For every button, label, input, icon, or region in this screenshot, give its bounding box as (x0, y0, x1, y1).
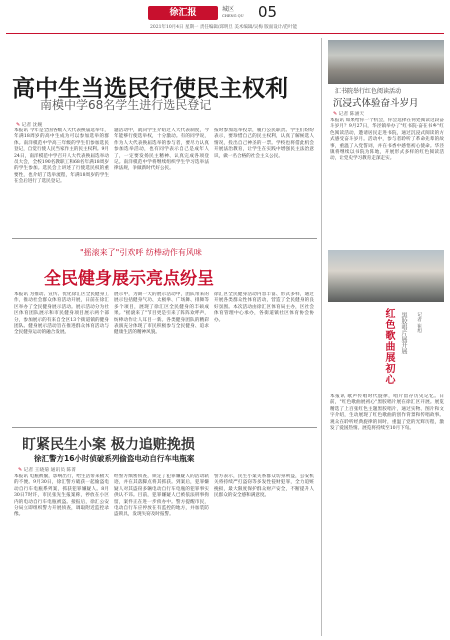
right-bottom-body: 本报讯 歌声传唱时代旋律，唱片留存历史记忆。日前，"红色歌曲展初心"黑胶唱片展在徐汇区开展。展览精选了上百张红色主题黑胶唱片，通过实物、图片和文字介绍，生动展现了红色歌曲的创作背景和传唱故事。观众在聆听经典旋律的同时，重温了党的光辉历程，激发了爱国热情。展览将持续至10月下旬。 (330, 394, 444, 432)
masthead-logo: 徐汇报 (148, 6, 218, 20)
section-label (222, 6, 254, 20)
section-label-en: CHENG QU (222, 14, 244, 18)
record-exhibition-photo (328, 250, 444, 302)
bottom-byline-text: 记者 王晓菊 通讯员 陈菁 (23, 468, 77, 473)
reading-event-photo (328, 40, 444, 84)
bottom-subhead: 徐汇警方16小时侦破系列偷盗电动自行车电瓶案 (34, 454, 195, 463)
bottom-headline: 盯紧民生小案 极力追赃挽损 (22, 437, 195, 453)
masthead-rule (6, 33, 444, 34)
lead-subhead: 南模中学68名学生进行选民登记 (40, 98, 212, 112)
banner-col-3: 徐汇区全民健身活动内容丰富、形式多样，通过开展各类群众性体育活动，营造了全民健身的良好氛围。本次活动由徐汇区体育局主办，区社会体育管理中心承办，各街道镇社区体育协会协办。 (214, 292, 314, 323)
right-top-kicker: 汇书院举行红色阅读活动 (335, 88, 402, 95)
right-bottom-byline (412, 312, 422, 333)
right-top-title: 沉浸式体验奋斗岁月 (333, 98, 419, 109)
section-divider-2 (12, 427, 317, 428)
banner-col-2: 展示中，为期一天的展示活动中，团队带来的展示包括健身气功、太极拳、广场舞、排舞等多个项目，展现了徐汇区全民健身的丰硕成果。"摇滚来了"节目更是引来了阵阵欢呼声，纺棒动作让人耳目一新。各类健身团队的精彩表演充分体现了市民积极参与全民健身、追求健康生活的精神风貌。 (114, 292, 209, 336)
lead-col-3: 按时参加选举投票，履行公民职责。学生们纷纷表示，要珍惜自己的民主权利，认真了解候选人情况，投出自己神圣的一票。学校也将借此机会开展法治教育，让学生在实践中增强民主法治意识，做一名合格的社会主义公民。 (214, 128, 314, 159)
pencil-icon: ✎ (18, 468, 23, 473)
right-top-body: 本报讯 如果给你一个机会，你会选择在何处阅读这段奋斗岁月？9月27日，华泾镇举办了"红书院·奋在书乡"红色阅读活动，邀请居民走进书院，通过沉浸式阅读的方式感受奋斗岁月。活动中，参与者聆听了革命先辈的故事，重温了入党誓词，并在书香中感悟初心使命。华泾镇将继续以书院为阵地，开展形式多样的红色阅读活动，让党史学习教育走深走实。 (330, 118, 444, 162)
banner-headline: 全民健身展示亮点纷呈 (44, 269, 214, 289)
section-label-cn: 城区 (222, 6, 235, 13)
dateline: 2021年10月4日 星期一 责任编辑/邱明旦 美术编辑/吴梅 版面设计/范叶能 (150, 25, 298, 30)
lead-col-1: 本报讯 今年是全国各级人大代表换届选举年，年满18周岁的高中生成为可以参加选举的群体。南洋模范中学高三年级的学生们参加选民登记，自觉行使人民当家作主的民主权利。9月24日，南洋模范中学召开人大代表换届选举动员大会，全校190名教职工和68名年满18周岁的学生参加。选民会上讲述了行使选民权的重要性，也介绍了选举流程，年满18周岁的学生在会后进行了选民登记。 (14, 128, 109, 185)
bottom-col-2: 经警方缜密侦查，锁定了犯罪嫌疑人的活动轨迹，并在其落脚点将其抓获。到案后，犯罪嫌疑人对其盗窃多辆电动自行车电瓶的犯罪事实供认不讳。目前，犯罪嫌疑人已被依法刑事拘留，案件正在进一步侦办中。警方提醒市民，电动自行车应停放在有监控的地方，并加装防盗锁具，发现失窃及时报警。 (114, 474, 209, 518)
pencil-icon: ✎ (16, 123, 21, 128)
lead-byline-text: 记者 沈婉 (21, 123, 43, 128)
banner-col-1: 本报讯 为推动、宣传、优化徐汇区全民健身工作，推动社会群众体育活动开展，日前在徐汇区举办了全民健身展示活动。展示活动分为社区体育团队展示和市民健身项目展示两个部分，参加展示的有来自全区13个街道镇的健身团队。健身展示活动旨在推进群众体育活动与全民健身运动的融合发展。 (14, 292, 109, 336)
right-bottom-vertical-subtitle: 黑胶唱片展开展 (400, 312, 407, 354)
right-top-byline-text: 记者 陈涵天 (338, 112, 365, 117)
bottom-col-3: 警方表示，民生小案关系群众切身利益，公安机关将持续严打盗窃等多发性侵财犯罪，全力追赃挽损，最大限度保护群众财产安全，不断提升人民群众的安全感和满意度。 (214, 474, 314, 499)
section-divider (12, 238, 317, 239)
page-number: 05 (258, 3, 278, 21)
right-bottom-byline-text: 记者 崔旭 (416, 312, 421, 333)
pencil-icon: ✎ (333, 112, 338, 117)
banner-kicker: "摇滚来了"引欢呼 纺棒动作有风味 (80, 248, 202, 257)
right-bottom-vertical-title: 红色歌曲展初心 (383, 308, 394, 385)
lead-col-2: 题活动中，就向学生介绍过人大代表制度，今年能够行使选举权，十分激动。有的同学说，作为人大代表换届选举的参与者，要尽力认真参加选举活动，也有同学表示自己是成年人了，一定要发扬民主精神、认真完成各项登记。南洋模范中学将继续组织学生学习选举法律法规，争做新时代好公民。 (114, 128, 209, 172)
lead-byline (16, 121, 42, 128)
lead-headline: 高中生当选民行使民主权利 (12, 76, 288, 102)
column-divider (321, 38, 322, 636)
bottom-col-1: 本报讯 电瓶被偷，影响出行，给生活带来极大的不便。9月30日，徐汇警方破获一起偷盗电动自行车电瓶系列案，抓获犯罪嫌疑人。8月30日7时许，市民张先生报案称，停放在小区内的电动自行车电瓶被盗。接报后，徐汇公安分局立即组织警力开展侦查，调取附近监控录像。 (14, 474, 109, 518)
bottom-byline (18, 466, 76, 473)
right-top-byline (333, 110, 364, 117)
